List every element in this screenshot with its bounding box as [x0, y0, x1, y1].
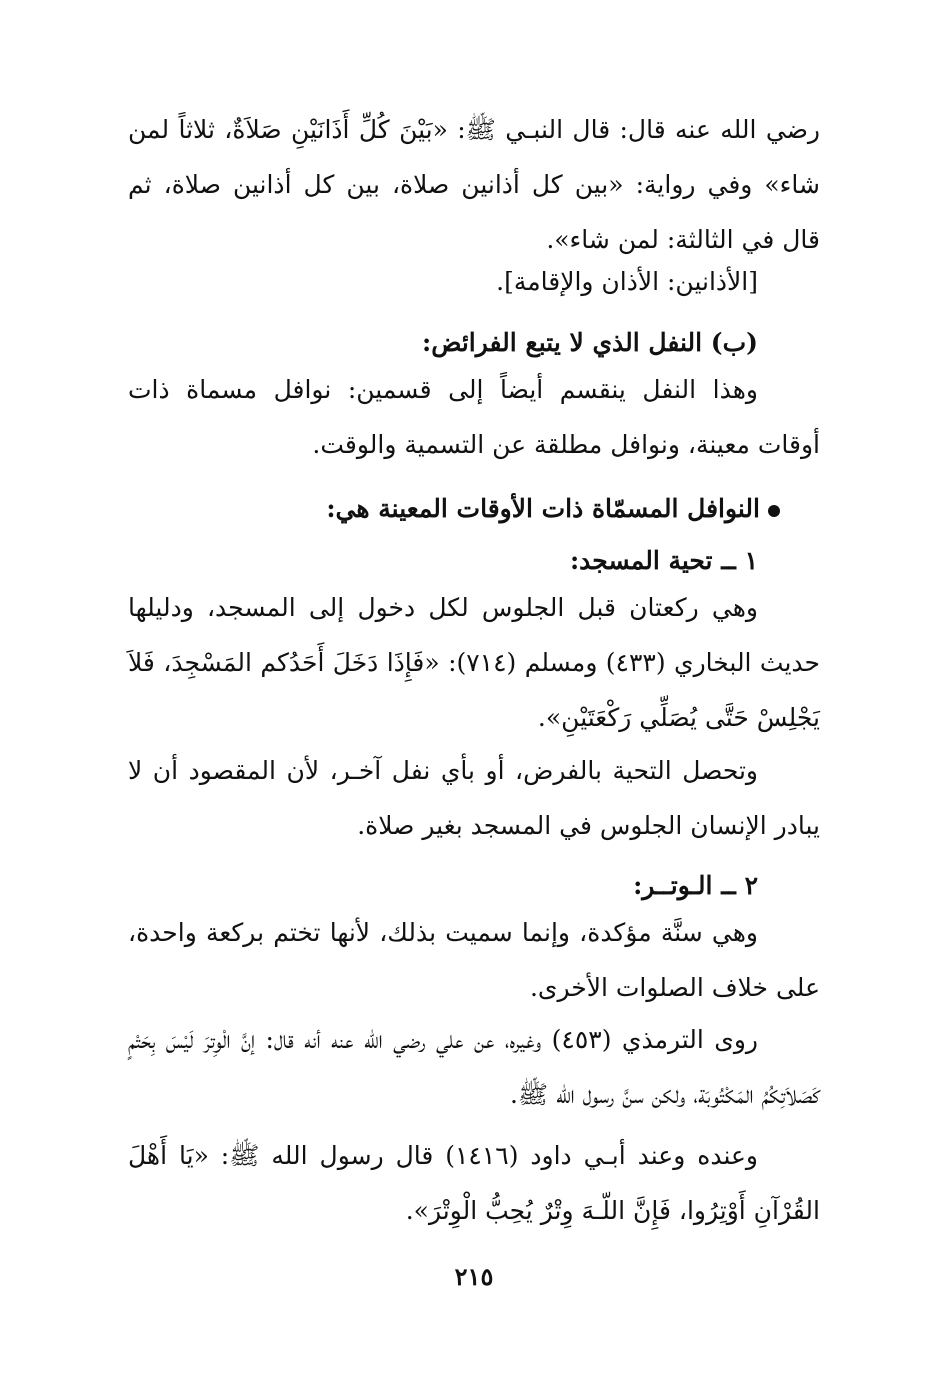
text-paragraph-4	[128, 743, 820, 853]
paragraph-4: وتحصل التحية بالفرض، أو بأي نفل آخـر، لأن المقصود أن لا يبادر الإنسان الجلوس في المسجد بغير صلاة.	[128, 756, 820, 840]
paragraph-2: وهذا النفل ينقسم أيضاً إلى قسمين: نوافل مسماة ذات أوقات معينة، ونوافل مطلقة عن التسمية والوقت.	[128, 375, 820, 459]
paragraph-1: رضي الله عنه قال: قال النبـي ﷺ: «بَيْنَ كُلِّ أَذَانَيْنِ صَلاَةٌ، ثلاثاً لمن شاء» وفي رواية: «بين كل أذانين صلاة، بين كل أذانين صلاة، ثم قال في الثالثة: لمن شاء».	[128, 115, 820, 254]
paragraph-7: وعنده وعند أبـي داود (١٤١٦) قال رسول الله ﷺ: «يَا أَهْلَ القُرْآنِ أَوْتِرُوا، فَإِنَّ اللّـهَ وِتْرٌ يُحِبُّ الْوِتْرَ».	[128, 1141, 820, 1225]
bullet-icon	[768, 505, 780, 517]
heading-bullet: النوافل المسمّاة ذات الأوقات المعينة هي:	[326, 494, 760, 523]
text-paragraph-6	[128, 1012, 820, 1122]
heading-bullet-line	[88, 489, 780, 529]
heading-b: (ب) النفل الذي لا يتبع الفرائض:	[421, 328, 758, 357]
note-adhanayn: [الأذانين: الأذان والإقامة].	[496, 267, 758, 296]
text-paragraph-3	[128, 580, 820, 745]
text-paragraph-1	[128, 102, 820, 267]
heading-1: ١ ــ تحية المسجد:	[569, 546, 758, 575]
paragraph-3: وهي ركعتان قبل الجلوس لكل دخول إلى المسجد، ودليلها حديث البخاري (٤٣٣) ومسلم (٧١٤): «فَإِذَا دَخَلَ أَحَدُكم المَسْجِدَ، فَلاَ يَجْلِسْ حَتَّى يُصَلِّي رَكْعَتَيْنِ».	[128, 593, 820, 732]
text-paragraph-7	[128, 1128, 820, 1238]
heading-2: ٢ ــ الـوتــر:	[633, 871, 758, 900]
paragraph-6: روى الترمذي (٤٥٣) وغيره، عن علي رضي الله عنه أنه قال: إنَّ الْوِترَ لَيْسَ بِحَتْمٍ كَصَلاَتِكُمُ المَكْتُوبَة، ولكن سنَّ رسول الله ﷺ.	[128, 1025, 820, 1109]
page-number: ٢١٥	[454, 1262, 494, 1291]
text-paragraph-2	[128, 362, 820, 472]
paragraph-5: وهي سنَّة مؤكدة، وإنما سميت بذلك، لأنها تختم بركعة واحدة، على خلاف الصلوات الأخرى.	[128, 918, 820, 1002]
text-paragraph-5	[128, 905, 820, 1015]
